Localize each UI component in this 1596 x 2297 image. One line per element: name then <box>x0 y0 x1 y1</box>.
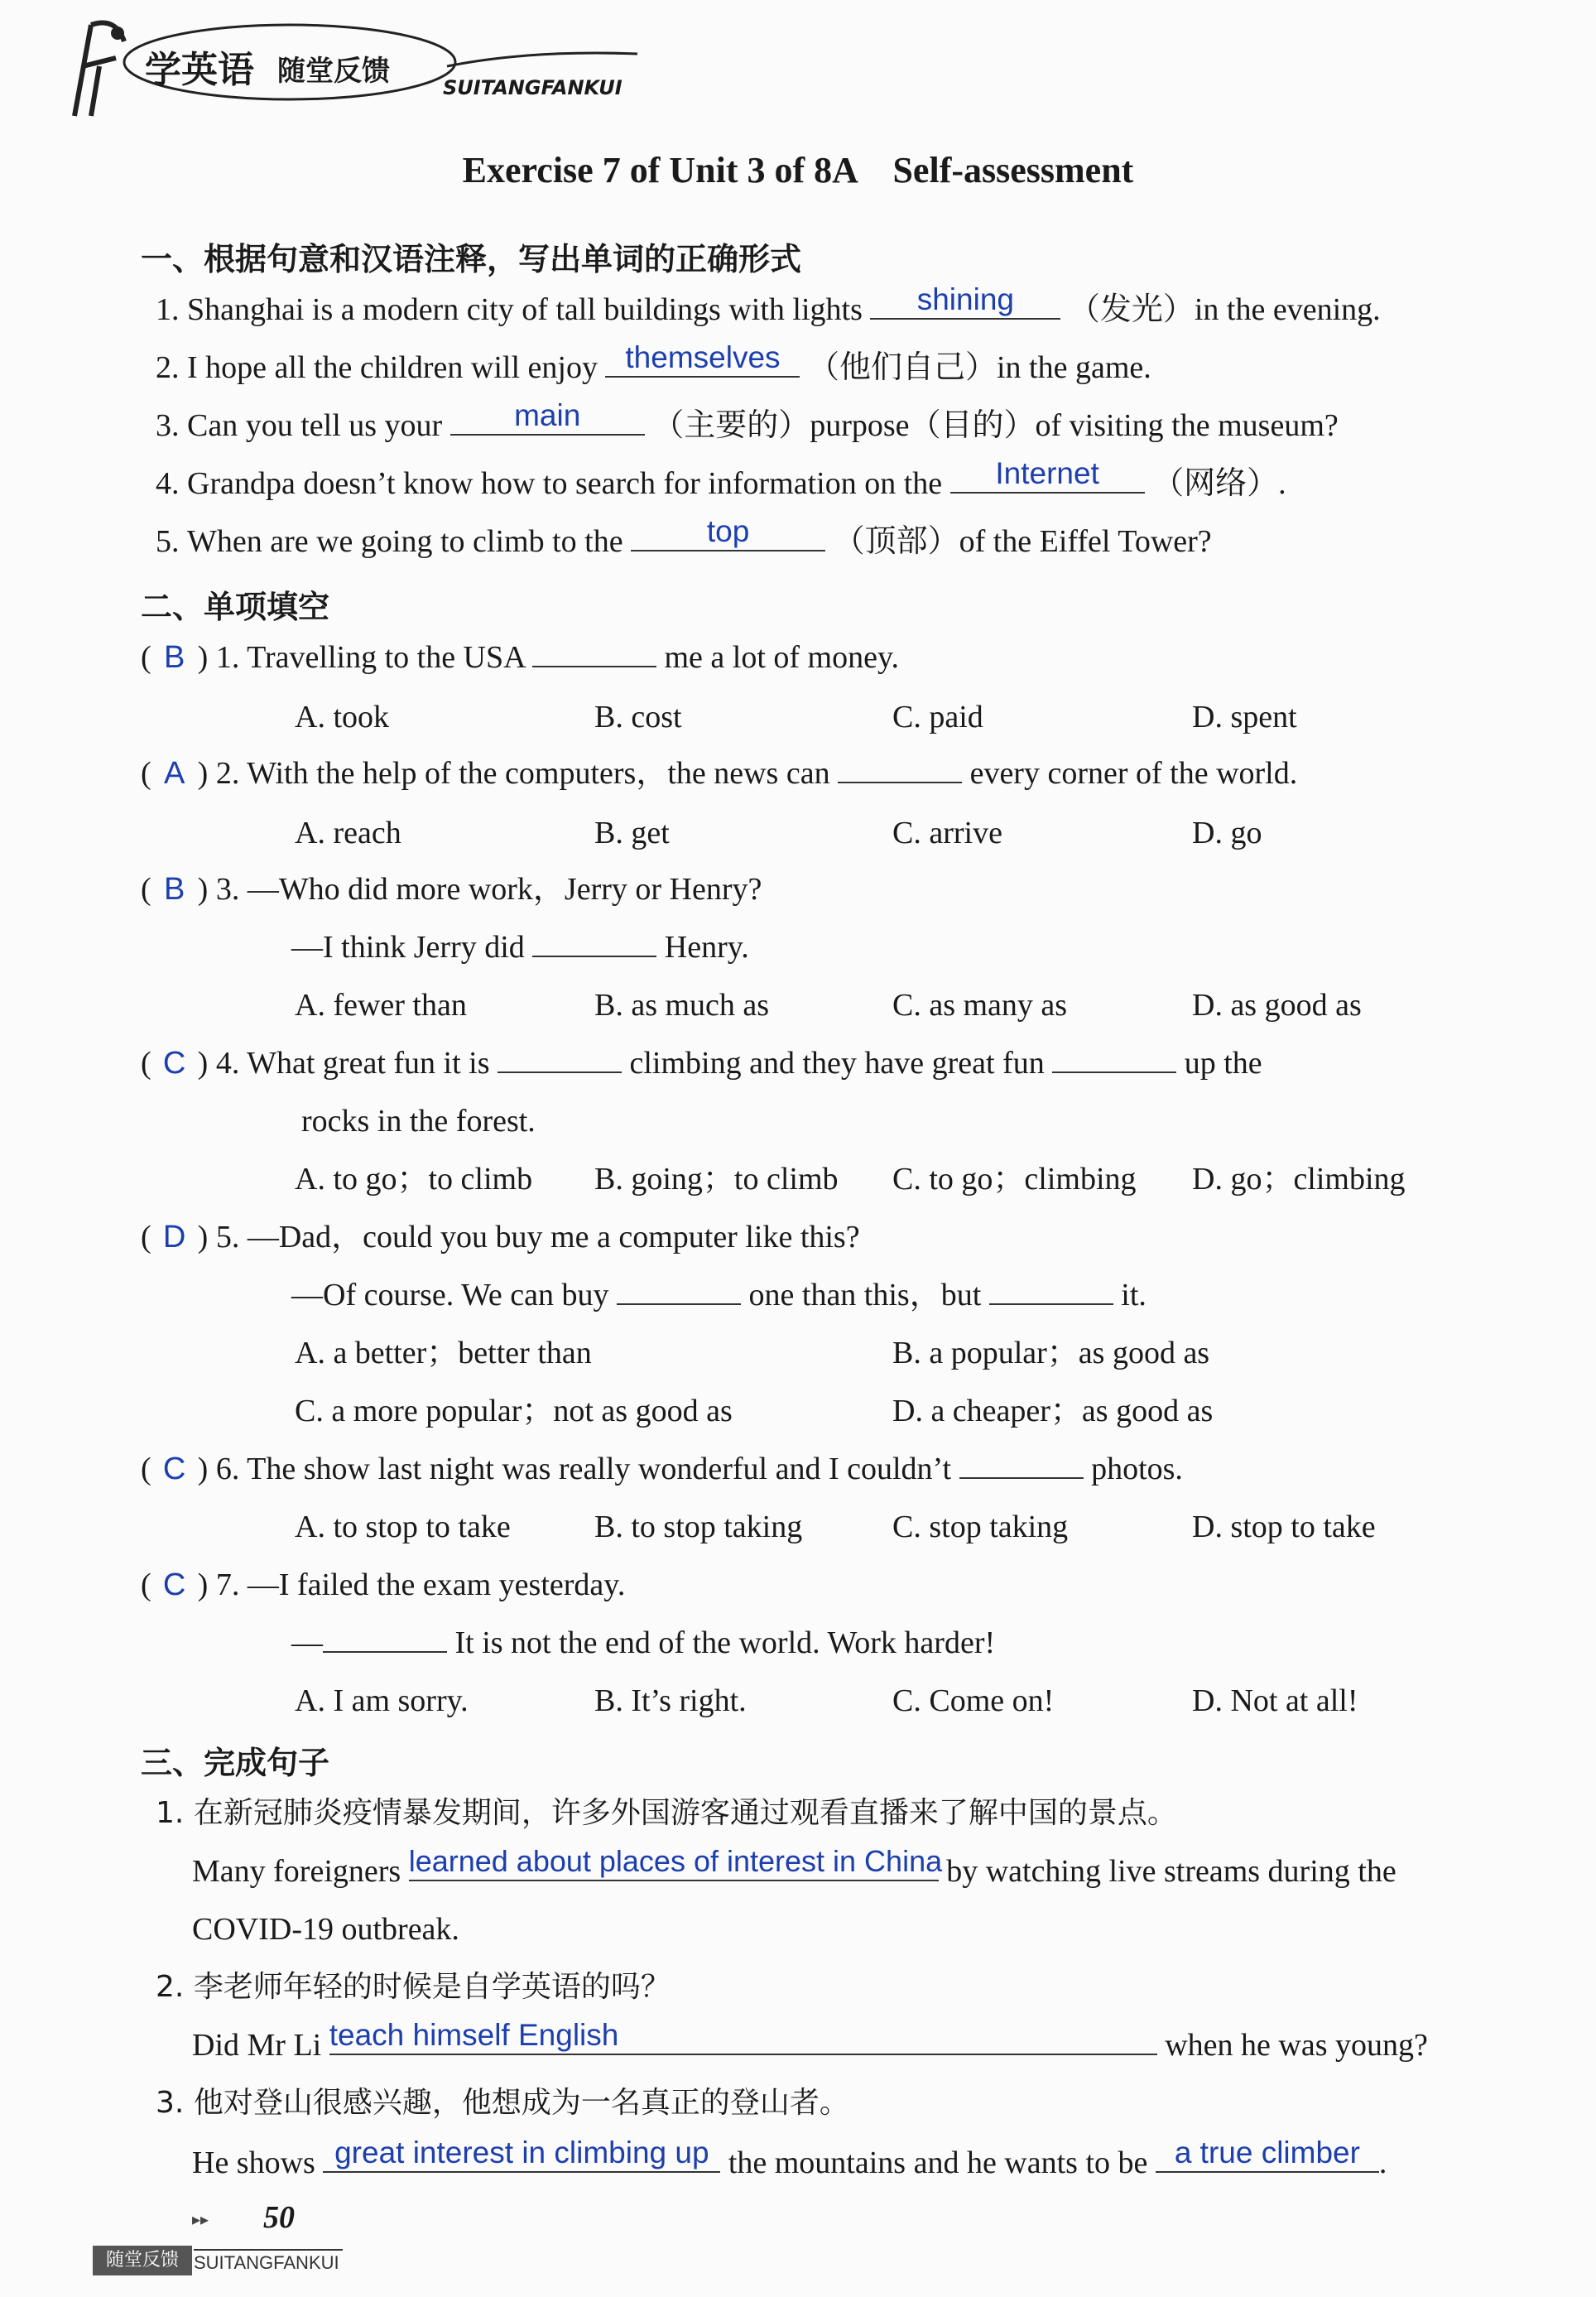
s2-q1-opt-b: B. cost <box>594 700 682 734</box>
s2-q3-answer: B <box>163 872 185 907</box>
s1-item-4: 4. Grandpa doesn’t know how to search for information on the Internet （网络）. <box>156 456 1286 501</box>
page-number: 50 <box>263 2200 295 2235</box>
page-title: Exercise 7 of Unit 3 of 8A Self-assessment <box>462 150 1134 190</box>
s2-q4-opt-d: D. go；climbing <box>1192 1162 1406 1197</box>
s2-q7-opt-a: A. I am sorry. <box>295 1683 469 1718</box>
s2-q4-answer: C <box>162 1046 186 1081</box>
s2-q6-opt-c: C. stop taking <box>892 1510 1069 1544</box>
s2-q3-opt-b: B. as much as <box>594 988 770 1023</box>
s2-q4-line2: rocks in the forest. <box>301 1104 536 1139</box>
section3-heading: 三、完成句子 <box>141 1745 330 1781</box>
s1-answer-3: main <box>514 398 581 432</box>
header-logo <box>66 17 646 124</box>
s3-q1-line3: COVID-19 outbreak. <box>192 1912 459 1947</box>
s2-q7-answer: C <box>162 1567 186 1602</box>
s2-q6-opt-a: A. to stop to take <box>295 1510 511 1544</box>
s2-q6-opt-d: D. stop to take <box>1192 1510 1376 1544</box>
s2-q5-answer: D <box>162 1220 186 1254</box>
s2-q7-opt-d: D. Not at all! <box>1192 1683 1358 1718</box>
section1-heading: 一、根据句意和汉语注释，写出单词的正确形式 <box>141 241 802 277</box>
s2-q2-opt-d: D. go <box>1192 816 1262 850</box>
s3-q3-answer-1: great interest in climbing up <box>334 2136 709 2169</box>
s3-q2-cn: 2. 李老师年轻的时候是自学英语的吗？ <box>156 1970 671 2004</box>
s2-q5-opt-d: D. a cheaper；as good as <box>892 1394 1214 1428</box>
s2-q7-opt-c: C. Come on! <box>892 1683 1055 1718</box>
s3-q1-answer: learned about places of interest in China <box>408 1844 943 1878</box>
s2-q7-line2: — It is not the end of the world. Work harder! <box>291 1625 996 1660</box>
s3-q1-en: Many foreigners learned about places of interest in China by watching live streams during the <box>192 1844 1396 1889</box>
s2-q1: ( B ) 1. Travelling to the USA me a lot of money. <box>141 638 899 677</box>
brand-sub-cn: 随堂反馈 <box>277 55 390 88</box>
s1-item-1: 1. Shanghai is a modern city of tall buildings with lights shining （发光）in the evening. <box>156 282 1381 327</box>
s2-q5: ( D ) 5. —Dad，could you buy me a computer like this? <box>141 1217 860 1257</box>
s2-q1-answer: B <box>163 640 185 675</box>
s1-answer-1: shining <box>916 282 1014 316</box>
s2-q4-opt-c: C. to go；climbing <box>892 1162 1137 1197</box>
s2-q3-opt-c: C. as many as <box>892 988 1068 1023</box>
s1-item-3: 3. Can you tell us your main （主要的）purpose（目的）of visiting the museum? <box>156 398 1339 443</box>
s2-q1-opt-d: D. spent <box>1192 700 1297 734</box>
s3-q1-cn: 1. 在新冠肺炎疫情暴发期间，许多外国游客通过观看直播来了解中国的景点。 <box>156 1796 1177 1830</box>
s2-q2-opt-b: B. get <box>594 816 670 850</box>
section2-heading: 二、单项填空 <box>141 589 330 625</box>
s2-q5-opt-c: C. a more popular；not as good as <box>295 1394 733 1428</box>
s2-q1-opt-a: A. took <box>295 700 389 734</box>
s2-q6-opt-b: B. to stop taking <box>594 1510 803 1544</box>
s2-q7: ( C ) 7. —I failed the exam yesterday. <box>141 1565 625 1605</box>
brand-cn: 学英语 <box>145 49 254 91</box>
s3-q3-cn: 3. 他对登山很感兴趣，他想成为一名真正的登山者。 <box>156 2086 849 2120</box>
s2-q7-opt-b: B. It’s right. <box>594 1683 747 1718</box>
s1-answer-2: themselves <box>625 340 781 374</box>
footer-arrows-icon: ▸▸ <box>192 2211 209 2229</box>
s2-q3-line2: —I think Jerry did Henry. <box>291 930 749 965</box>
footer-en: SUITANGFANKUI <box>194 2249 343 2274</box>
s3-q3-en: He shows great interest in climbing up the mountains and he wants to be a true climber . <box>192 2136 1387 2180</box>
s3-q2-answer: teach himself English <box>329 2018 619 2052</box>
s1-answer-5: top <box>706 514 750 548</box>
s3-q2-en: Did Mr Li teach himself English when he was young? <box>192 2018 1428 2063</box>
brand-sub-en: SUITANGFANKUI <box>443 76 623 99</box>
s2-q1-opt-c: C. paid <box>892 700 983 734</box>
s3-q3-answer-2: a true climber <box>1174 2136 1360 2169</box>
s2-q2: ( A ) 2. With the help of the computers，the news can every corner of the world. <box>141 754 1297 793</box>
s2-q4-opt-a: A. to go；to climb <box>295 1162 533 1197</box>
footer-label-box: 随堂反馈 <box>93 2246 192 2275</box>
s2-q4: ( C ) 4. What great fun it is climbing and they have great fun up the <box>141 1043 1262 1083</box>
s1-answer-4: Internet <box>995 456 1099 490</box>
s2-q3: ( B ) 3. —Who did more work，Jerry or Henry? <box>141 869 762 909</box>
s2-q5-opt-a: A. a better；better than <box>295 1336 592 1370</box>
s2-q3-opt-d: D. as good as <box>1192 988 1362 1023</box>
s2-q6-answer: C <box>162 1452 186 1486</box>
s2-q2-opt-a: A. reach <box>295 816 401 850</box>
s2-q6: ( C ) 6. The show last night was really wonderful and I couldn’t photos. <box>141 1449 1183 1489</box>
s2-q2-opt-c: C. arrive <box>892 816 1002 850</box>
s2-q5-opt-b: B. a popular；as good as <box>892 1336 1210 1370</box>
s2-q5-line2: —Of course. We can buy one than this，but it. <box>291 1278 1147 1312</box>
s1-item-5: 5. When are we going to climb to the top （顶部）of the Eiffel Tower? <box>156 514 1212 559</box>
s2-q2-answer: A <box>163 756 185 791</box>
s1-item-2: 2. I hope all the children will enjoy themselves （他们自己）in the game. <box>156 340 1151 385</box>
s2-q4-opt-b: B. going；to climb <box>594 1162 839 1197</box>
s2-q3-opt-a: A. fewer than <box>295 988 467 1023</box>
